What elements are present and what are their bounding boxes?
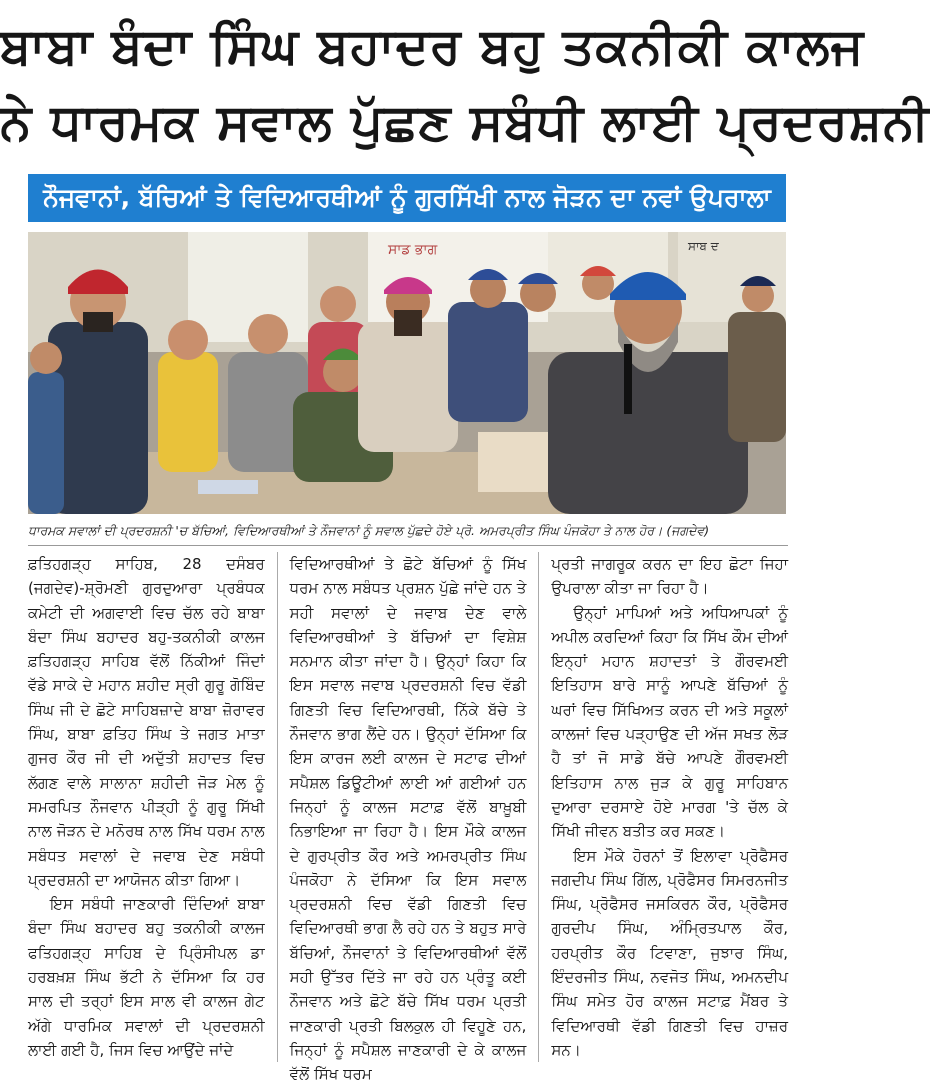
article-paragraph: ਫ਼ਤਿਹਗੜ੍ਹ ਸਾਹਿਬ, 28 ਦਸੰਬਰ (ਜਗਦੇਵ)-ਸ਼੍ਰੋਮਣੀ ਗੁਰਦੁਆਰਾ ਪ੍ਰਬੰਧਕ ਕਮੇਟੀ ਦੀ ਅਗਵਾਈ ਵਿਚ ਚੱਲ ਰਹੇ ਬਾਬਾ ਬੰਦਾ ਸਿੰਘ ਬਹਾਦਰ ਬਹੁ-ਤਕਨੀਕੀ ਕਾਲਜ ਫ਼ਤਿਹਗੜ੍ਹ ਸਾਹਿਬ ਵੱਲੋਂ ਨਿੱਕੀਆਂ ਜਿੰਦਾਂ ਵੱਡੇ ਸਾਕੇ ਦੇ ਮਹਾਨ ਸ਼ਹੀਦ ਸ੍ਰੀ ਗੁਰੂ ਗੋਬਿੰਦ ਸਿੰਘ ਜੀ ਦੇ ਛੋਟੇ ਸਾਹਿਬਜ਼ਾਦੇ ਬਾਬਾ ਜ਼ੋਰਾਵਰ ਸਿੰਘ, ਬਾਬਾ ਫ਼ਤਿਹ ਸਿੰਘ ਤੇ ਜਗਤ ਮਾਤਾ ਗੁਜਰ ਕੌਰ ਜੀ ਦੀ ਅਦੁੱਤੀ ਸ਼ਹਾਦਤ ਵਿਚ ਲੱਗਣ ਵਾਲੇ ਸਾਲਾਨਾ ਸ਼ਹੀਦੀ ਜੋੜ ਮੇਲ ਨੂੰ ਸਮਰਪਿਤ ਨੌਜਵਾਨ ਪੀੜ੍ਹੀ ਨੂੰ ਗੁਰੂ ਸਿੱਖੀ ਨਾਲ ਜੋੜਨ ਦੇ ਮਨੋਰਥ ਨਾਲ ਸਿੱਖ ਧਰਮ ਨਾਲ ਸਬੰਧਤ ਸਵਾਲਾਂ ਦੇ ਜਵਾਬ ਦੇਣ ਸਬੰਧੀ ਪ੍ਰਦਰਸ਼ਨੀ ਦਾ ਆਯੋਜਨ ਕੀਤਾ ਗਿਆ। — [28, 555, 265, 889]
photo-sign-1: ਸਾਡ ਭਾਗ — [388, 242, 438, 258]
headline-line-1: ਬਾਬਾ ਬੰਦਾ ਸਿੰਘ ਬਹਾਦਰ ਬਹੁ ਤਕਨੀਕੀ ਕਾਲਜ — [0, 17, 865, 75]
article-paragraph: ਇਸ ਸਬੰਧੀ ਜਾਣਕਾਰੀ ਦਿੰਦਿਆਂ ਬਾਬਾ ਬੰਦਾ ਸਿੰਘ ਬਹਾਦਰ ਬਹੁ ਤਕਨੀਕੀ ਕਾਲਜ ਫਤਿਹਗੜ੍ਹ ਸਾਹਿਬ ਦੇ ਪ੍ਰਿੰਸੀਪਲ ਡਾ ਹਰਬਖ਼ਸ਼ ਸਿੰਘ ਭੱਟੀ ਨੇ ਦੱਸਿਆ ਕਿ ਹਰ ਸਾਲ ਦੀ ਤਰ੍ਹਾਂ ਇਸ ਸਾਲ ਵੀ ਕਾਲਜ ਗੇਟ ਅੱਗੇ ਧਾਰਮਿਕ ਸਵਾਲਾਂ ਦੀ ਪ੍ਰਦਰਸ਼ਨੀ ਲਾਈ ਗਈ ਹੈ, ਜਿਸ ਵਿਚ ਆਉਂਦੇ ਜਾਂਦੇ — [28, 895, 265, 1059]
article-paragraph: ਵਿਦਿਆਰਥੀਆਂ ਤੇ ਛੋਟੇ ਬੱਚਿਆਂ ਨੂੰ ਸਿੱਖ ਧਰਮ ਨਾਲ ਸਬੰਧਤ ਪ੍ਰਸ਼ਨ ਪੁੱਛੇ ਜਾਂਦੇ ਹਨ ਤੇ ਸਹੀ ਸਵਾਲਾਂ ਦੇ ਜਵਾਬ ਦੇਣ ਵਾਲੇ ਵਿਦਿਆਰਥੀਆਂ ਤੇ ਬੱਚਿਆਂ ਦਾ ਵਿਸ਼ੇਸ਼ ਸਨਮਾਨ ਕੀਤਾ ਜਾਂਦਾ ਹੈ। ਉਨ੍ਹਾਂ ਕਿਹਾ ਕਿ ਇਸ ਸਵਾਲ ਜਵਾਬ ਪ੍ਰਦਰਸ਼ਨੀ ਵਿਚ ਵੱਡੀ ਗਿਣਤੀ ਵਿਚ ਵਿਦਿਆਰਥੀ, ਨਿੱਕੇ ਬੱਚੇ ਤੇ ਨੌਜਵਾਨ ਭਾਗ ਲੈਂਦੇ ਹਨ। ਉਨ੍ਹਾਂ ਦੱਸਿਆ ਕਿ ਇਸ ਕਾਰਜ ਲਈ ਕਾਲਜ ਦੇ ਸਟਾਫ ਦੀਆਂ ਸਪੈਸ਼ਲ ਡਿਊਟੀਆਂ ਲਾਈ ਆਂ ਗਈਆਂ ਹਨ ਜਿਨ੍ਹਾਂ ਨੂੰ ਕਾਲਜ ਸਟਾਫ਼ ਵੱਲੋਂ ਬਾਖ਼ੂਬੀ ਨਿਭਾਇਆ ਜਾ ਰਿਹਾ ਹੈ। ਇਸ ਮੌਕੇ ਕਾਲਜ ਦੇ ਗੁਰਪ੍ਰੀਤ ਕੌਰ ਅਤੇ ਅਮਰਪ੍ਰੀਤ ਸਿੰਘ ਪੰਜਕੋਹਾ ਨੇ ਦੱਸਿਆ ਕਿ ਇਸ ਸਵਾਲ ਪ੍ਰਦਰਸ਼ਨੀ ਵਿਚ ਵੱਡੀ ਗਿਣਤੀ ਵਿਚ ਵਿਦਿਆਰਥੀ ਭਾਗ ਲੈ ਰਹੇ ਹਨ ਤੇ ਬਹੁਤ ਸਾਰੇ ਬੱਚਿਆਂ, ਨੌਜਵਾਨਾਂ ਤੇ ਵਿਦਿਆਰਥੀਆਂ ਵੱਲੋਂ ਸਹੀ ਉੱਤਰ ਦਿੱਤੇ ਜਾ ਰਹੇ ਹਨ ਪ੍ਰੰਤੂ ਕਈ ਨੌਜਵਾਨ ਅਤੇ ਛੋਟੇ ਬੱਚੇ ਸਿੱਖ ਧਰਮ ਪ੍ਰਤੀ ਜਾਣਕਾਰੀ ਪ੍ਰਤੀ ਬਿਲਕੁਲ ਹੀ ਵਿਹੂਣੇ ਹਨ, ਜਿਨ੍ਹਾਂ ਨੂੰ ਸਪੈਸ਼ਲ ਜਾਣਕਾਰੀ ਦੇ ਕੇ ਕਾਲਜ ਵੱਲੋਂ ਸਿੱਖ ਧਰਮ — [289, 555, 527, 1084]
article-column-2 — [289, 552, 527, 1084]
article-paragraph: ਇਸ ਮੌਕੇ ਹੋਰਨਾਂ ਤੋਂ ਇਲਾਵਾ ਪ੍ਰੋਫੈਸਰ ਜਗਦੀਪ ਸਿੰਘ ਗਿੱਲ, ਪ੍ਰੋਫੈਸਰ ਸਿਮਰਨਜੀਤ ਸਿੰਘ, ਪ੍ਰੋਫੈਸਰ ਜਸਕਿਰਨ ਕੌਰ, ਪ੍ਰੋਫੈਸਰ ਗੁਰਦੀਪ ਸਿੰਘ, ਅੰਮ੍ਰਿਤਪਾਲ ਕੌਰ, ਹਰਪ੍ਰੀਤ ਕੌਰ ਟਿਵਾਣਾ, ਜੁਝਾਰ ਸਿੰਘ, ਇੰਦਰਜੀਤ ਸਿੰਘ, ਨਵਜੋਤ ਸਿੰਘ, ਅਮਨਦੀਪ ਸਿੰਘ ਸਮੇਤ ਹੋਰ ਕਾਲਜ ਸਟਾਫ਼ ਮੈਂਬਰ ਤੇ ਵਿਦਿਆਰਥੀ ਵੱਡੀ ਗਿਣਤੀ ਵਿਚ ਹਾਜ਼ਰ ਸਨ। — [551, 846, 789, 1059]
photo-sign-2: ਸਾਬ ਦ — [688, 239, 719, 253]
subheadline-banner: ਨੌਜਵਾਨਾਂ, ਬੱਚਿਆਂ ਤੇ ਵਿਦਿਆਰਥੀਆਂ ਨੂੰ ਗੁਰਸਿੱਖੀ ਨਾਲ ਜੋੜਨ ਦਾ ਨਵਾਂ ਉਪਰਾਲਾ — [28, 174, 786, 222]
photo-caption: ਧਾਰਮਕ ਸਵਾਲਾਂ ਦੀ ਪ੍ਰਦਰਸ਼ਨੀ 'ਚ ਬੱਚਿਆਂ, ਵਿਦਿਆਰਥੀਆਂ ਤੇ ਨੌਜਵਾਨਾਂ ਨੂੰ ਸਵਾਲ ਪੁੱਛਦੇ ਹੋਏ ਪ੍ਰੋ. ਅਮਰਪ੍ਰੀਤ ਸਿੰਘ ਪੰਜਕੋਹਾ ਤੇ ਨਾਲ ਹੋਰ। (ਜਗਦੇਵ) — [28, 518, 788, 546]
news-photo — [28, 232, 786, 514]
article-paragraph: ਪ੍ਰਤੀ ਜਾਗਰੂਕ ਕਰਨ ਦਾ ਇਹ ਛੋਟਾ ਜਿਹਾ ਉਪਰਾਲਾ ਕੀਤਾ ਜਾ ਰਿਹਾ ਹੈ। — [551, 555, 789, 598]
column-divider — [277, 552, 278, 1062]
headline — [0, 0, 930, 172]
article-column-3 — [551, 552, 788, 1062]
person-kid-left — [28, 342, 64, 514]
article-body — [28, 552, 789, 1084]
article-paragraph: ਉਨ੍ਹਾਂ ਮਾਪਿਆਂ ਅਤੇ ਅਧਿਆਪਕਾਂ ਨੂੰ ਅਪੀਲ ਕਰਦਿਆਂ ਕਿਹਾ ਕਿ ਸਿੱਖ ਕੌਮ ਦੀਆਂ ਇਨ੍ਹਾਂ ਮਹਾਨ ਸ਼ਹਾਦਤਾਂ ਤੇ ਗੌਰਵਮਈ ਇਤਿਹਾਸ ਬਾਰੇ ਸਾਨੂੰ ਆਪਣੇ ਬੱਚਿਆਂ ਨੂੰ ਘਰਾਂ ਵਿਚ ਸਿੱਖਿਅਤ ਕਰਨ ਦੀ ਅਤੇ ਸਕੂਲਾਂ ਕਾਲਜਾਂ ਵਿਚ ਪੜ੍ਹਾਉਣ ਦੀ ਅੱਜ ਸਖਤ ਲੋੜ ਹੈ ਤਾਂ ਜੋ ਸਾਡੇ ਬੱਚੇ ਆਪਣੇ ਗੌਰਵਮਈ ਇਤਿਹਾਸ ਨਾਲ ਜੁੜ ਕੇ ਗੁਰੂ ਸਾਹਿਬਾਨ ਦੁਆਰਾ ਦਰਸਾਏ ਹੋਏ ਮਾਰਗ 'ਤੇ ਚੱਲ ਕੇ ਸਿੱਖੀ ਜੀਵਨ ਬਤੀਤ ਕਰ ਸਕਣ। — [551, 603, 789, 841]
article-column-1 — [28, 552, 265, 1062]
headline-line-2: ਨੇ ਧਾਰਮਕ ਸਵਾਲ ਪੁੱਛਣ ਸਬੰਧੀ ਲਾਈ ਪ੍ਰਦਰਸ਼ਨੀ — [0, 93, 930, 151]
column-divider — [538, 552, 539, 1062]
news-photo-illustration — [28, 232, 786, 514]
